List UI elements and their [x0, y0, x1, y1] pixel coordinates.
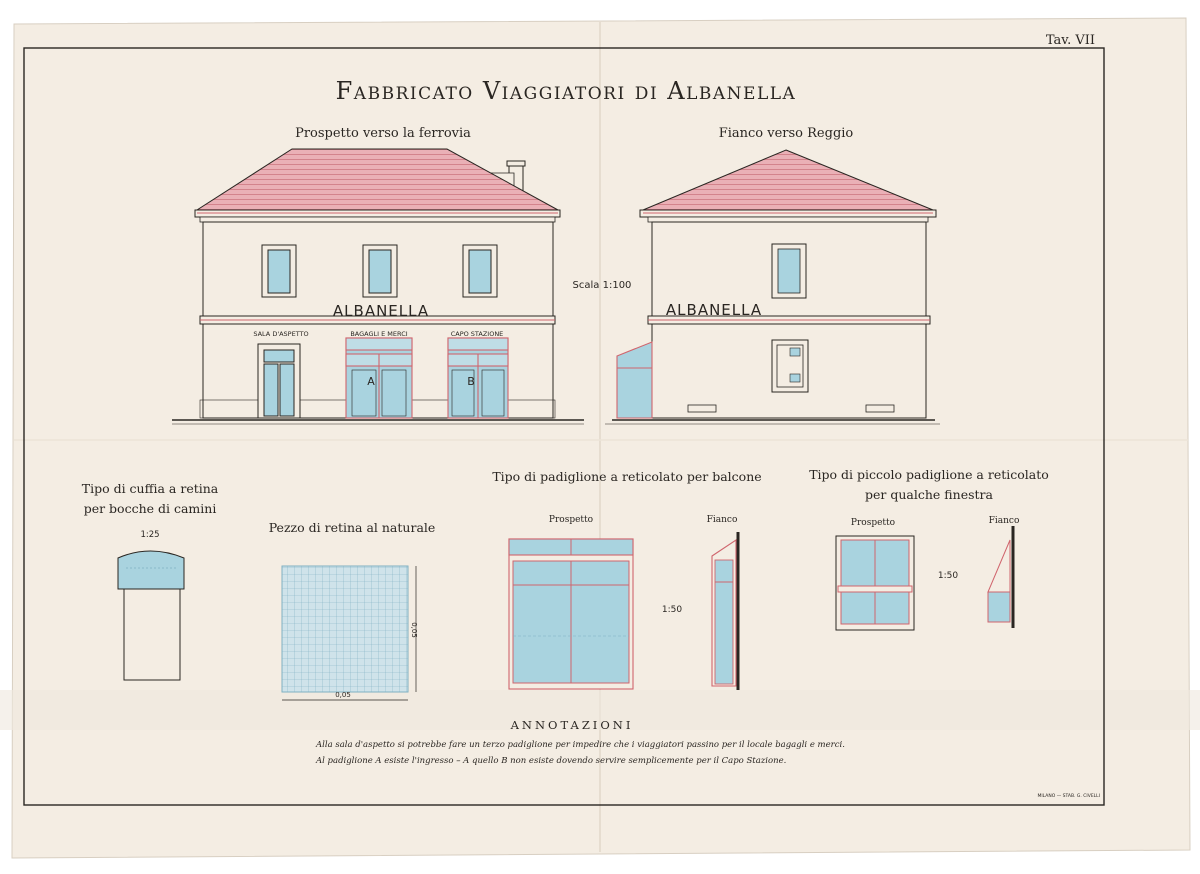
side-station-name: ALBANELLA [665, 301, 763, 319]
door-label-waiting-room: SALA D'ASPETTO [253, 330, 309, 338]
pavilion-mark-a: A [367, 375, 375, 388]
door-label-station-master: CAPO STAZIONE [450, 330, 504, 338]
balcony-pavilion-side-drawing [712, 532, 738, 690]
window-pavilion-scale: 1:50 [937, 571, 959, 581]
plate-number: Tav. VII [1045, 33, 1095, 48]
door-label-luggage: BAGAGLI E MERCI [350, 330, 408, 338]
chimney-cap-drawing [118, 551, 184, 680]
printer-credit: MILANO — STAB. G. CIVELLI [1037, 794, 1100, 799]
window-pavilion-front-drawing [836, 536, 914, 630]
note-line-2: Al padiglione A esiste l'ingresso – A quello B non esiste dovendo servire semplicemente per il Capo Stazione. [316, 756, 787, 766]
mesh-dim-vertical: 0,05 [410, 622, 418, 638]
front-station-name: ALBANELLA [332, 302, 430, 320]
window-front-label: Prospetto [850, 518, 896, 528]
mesh-dim-horizontal: 0,05 [335, 691, 351, 699]
balcony-scale: 1:50 [661, 605, 683, 615]
balcony-pavilion-title: Tipo di padiglione a reticolato per balcone [492, 469, 762, 484]
chimney-cap-title-line1: Tipo di cuffia a retina [81, 481, 219, 496]
mesh-sample-drawing [282, 566, 416, 700]
mesh-sample-title: Pezzo di retina al naturale [268, 520, 436, 535]
window-side-label: Fianco [988, 516, 1020, 526]
plate-title: Fabbricato Viaggiatori di Albanella [335, 77, 797, 105]
balcony-front-label: Prospetto [548, 515, 594, 525]
front-view-heading: Prospetto verso la ferrovia [295, 126, 471, 141]
front-elevation [172, 149, 584, 424]
chimney-cap-title-line2: per bocche di camini [83, 501, 217, 516]
balcony-side-label: Fianco [706, 515, 738, 525]
chimney-cap-scale: 1:25 [140, 530, 160, 540]
main-scale-label: Scala 1:100 [572, 280, 632, 291]
notes-heading: ANNOTAZIONI [510, 718, 634, 732]
window-pavilion-title-line2: per qualche finestra [865, 487, 993, 502]
window-pavilion-title-line1: Tipo di piccolo padiglione a reticolato [809, 467, 1049, 482]
side-view-heading: Fianco verso Reggio [718, 126, 854, 141]
balcony-pavilion-front-drawing [509, 539, 633, 689]
note-line-1: Alla sala d'aspetto si potrebbe fare un terzo padiglione per impedire che i viaggiatori passino per il locale bagagli e merci. [316, 740, 845, 750]
pavilion-mark-b: B [467, 375, 475, 388]
